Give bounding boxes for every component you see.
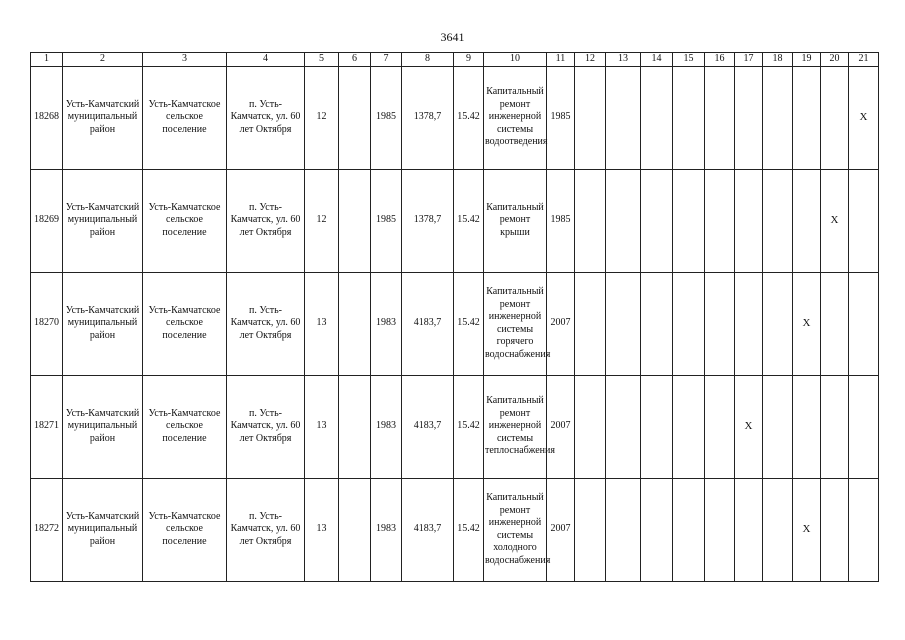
repair-year-cell: 2007 bbox=[547, 478, 575, 581]
address-cell: п. Усть-Камчатск, ул. 60 лет Октября bbox=[227, 478, 305, 581]
cell-9: 15.42 bbox=[454, 66, 484, 169]
column-number: 5 bbox=[305, 53, 339, 67]
mark-cell-19 bbox=[793, 169, 821, 272]
repair-year-cell: 1985 bbox=[547, 169, 575, 272]
mark-cell-12 bbox=[575, 375, 606, 478]
mark-cell-15 bbox=[673, 66, 705, 169]
cell-6 bbox=[339, 375, 371, 478]
column-number: 14 bbox=[641, 53, 673, 67]
settlement-cell: Усть-Камчатское сельское поселение bbox=[143, 66, 227, 169]
mark-cell-18 bbox=[763, 169, 793, 272]
area-cell: 1378,7 bbox=[402, 66, 454, 169]
mark-cell-12 bbox=[575, 169, 606, 272]
cell-9: 15.42 bbox=[454, 272, 484, 375]
table-row bbox=[31, 169, 879, 272]
column-number: 13 bbox=[606, 53, 641, 67]
district-cell: Усть-Камчатский муниципальный район bbox=[63, 169, 143, 272]
mark-cell-19 bbox=[793, 375, 821, 478]
column-number: 16 bbox=[705, 53, 735, 67]
table-row bbox=[31, 375, 879, 478]
mark-cell-17 bbox=[735, 66, 763, 169]
mark-cell-16 bbox=[705, 375, 735, 478]
district-cell: Усть-Камчатский муниципальный район bbox=[63, 66, 143, 169]
column-number: 19 bbox=[793, 53, 821, 67]
column-number: 1 bbox=[31, 53, 63, 67]
mark-cell-19: X bbox=[793, 478, 821, 581]
mark-cell-14 bbox=[641, 375, 673, 478]
area-cell: 4183,7 bbox=[402, 272, 454, 375]
record-id: 18271 bbox=[31, 375, 63, 478]
mark-cell-15 bbox=[673, 169, 705, 272]
register-table bbox=[30, 52, 879, 582]
column-number: 17 bbox=[735, 53, 763, 67]
mark-cell-15 bbox=[673, 375, 705, 478]
mark-cell-19 bbox=[793, 66, 821, 169]
record-id: 18269 bbox=[31, 169, 63, 272]
mark-cell-14 bbox=[641, 272, 673, 375]
table-row bbox=[31, 66, 879, 169]
mark-cell-19: X bbox=[793, 272, 821, 375]
cell-6 bbox=[339, 169, 371, 272]
mark-cell-18 bbox=[763, 272, 793, 375]
record-id: 18268 bbox=[31, 66, 63, 169]
mark-cell-18 bbox=[763, 66, 793, 169]
work-type-cell: Капитальный ремонт инженерной системы горячего водоснабжения bbox=[484, 272, 547, 375]
repair-year-cell: 2007 bbox=[547, 272, 575, 375]
build-year-cell: 1983 bbox=[371, 478, 402, 581]
house-number-cell: 13 bbox=[305, 375, 339, 478]
column-number: 12 bbox=[575, 53, 606, 67]
house-number-cell: 13 bbox=[305, 478, 339, 581]
settlement-cell: Усть-Камчатское сельское поселение bbox=[143, 375, 227, 478]
mark-cell-17 bbox=[735, 478, 763, 581]
mark-cell-16 bbox=[705, 272, 735, 375]
column-number: 6 bbox=[339, 53, 371, 67]
area-cell: 1378,7 bbox=[402, 169, 454, 272]
page-number: 3641 bbox=[440, 30, 465, 44]
mark-cell-20 bbox=[821, 375, 849, 478]
mark-cell-16 bbox=[705, 66, 735, 169]
mark-cell-15 bbox=[673, 272, 705, 375]
mark-cell-20 bbox=[821, 66, 849, 169]
column-number: 8 bbox=[402, 53, 454, 67]
settlement-cell: Усть-Камчатское сельское поселение bbox=[143, 169, 227, 272]
district-cell: Усть-Камчатский муниципальный район bbox=[63, 272, 143, 375]
mark-cell-15 bbox=[673, 478, 705, 581]
house-number-cell: 12 bbox=[305, 66, 339, 169]
column-number: 7 bbox=[371, 53, 402, 67]
table-row bbox=[31, 478, 879, 581]
column-number: 21 bbox=[849, 53, 879, 67]
mark-cell-12 bbox=[575, 478, 606, 581]
house-number-cell: 13 bbox=[305, 272, 339, 375]
work-type-cell: Капитальный ремонт крыши bbox=[484, 169, 547, 272]
mark-cell-13 bbox=[606, 478, 641, 581]
mark-cell-21 bbox=[849, 375, 879, 478]
build-year-cell: 1983 bbox=[371, 272, 402, 375]
column-number: 2 bbox=[63, 53, 143, 67]
column-number: 10 bbox=[484, 53, 547, 67]
mark-cell-20 bbox=[821, 478, 849, 581]
area-cell: 4183,7 bbox=[402, 478, 454, 581]
mark-cell-13 bbox=[606, 272, 641, 375]
record-id: 18270 bbox=[31, 272, 63, 375]
cell-6 bbox=[339, 478, 371, 581]
mark-cell-17 bbox=[735, 169, 763, 272]
cell-9: 15.42 bbox=[454, 478, 484, 581]
build-year-cell: 1985 bbox=[371, 169, 402, 272]
record-id: 18272 bbox=[31, 478, 63, 581]
mark-cell-21 bbox=[849, 272, 879, 375]
district-cell: Усть-Камчатский муниципальный район bbox=[63, 478, 143, 581]
address-cell: п. Усть-Камчатск, ул. 60 лет Октября bbox=[227, 169, 305, 272]
column-number: 20 bbox=[821, 53, 849, 67]
mark-cell-13 bbox=[606, 169, 641, 272]
repair-year-cell: 1985 bbox=[547, 66, 575, 169]
settlement-cell: Усть-Камчатское сельское поселение bbox=[143, 272, 227, 375]
mark-cell-17 bbox=[735, 272, 763, 375]
table-row bbox=[31, 272, 879, 375]
address-cell: п. Усть-Камчатск, ул. 60 лет Октября bbox=[227, 66, 305, 169]
address-cell: п. Усть-Камчатск, ул. 60 лет Октября bbox=[227, 272, 305, 375]
mark-cell-20 bbox=[821, 272, 849, 375]
column-number: 18 bbox=[763, 53, 793, 67]
mark-cell-12 bbox=[575, 272, 606, 375]
mark-cell-17: X bbox=[735, 375, 763, 478]
settlement-cell: Усть-Камчатское сельское поселение bbox=[143, 478, 227, 581]
cell-6 bbox=[339, 66, 371, 169]
area-cell: 4183,7 bbox=[402, 375, 454, 478]
mark-cell-21 bbox=[849, 169, 879, 272]
build-year-cell: 1985 bbox=[371, 66, 402, 169]
repair-year-cell: 2007 bbox=[547, 375, 575, 478]
mark-cell-12 bbox=[575, 66, 606, 169]
column-number: 9 bbox=[454, 53, 484, 67]
column-number: 11 bbox=[547, 53, 575, 67]
mark-cell-18 bbox=[763, 478, 793, 581]
mark-cell-21 bbox=[849, 478, 879, 581]
cell-9: 15.42 bbox=[454, 375, 484, 478]
mark-cell-16 bbox=[705, 169, 735, 272]
house-number-cell: 12 bbox=[305, 169, 339, 272]
mark-cell-14 bbox=[641, 478, 673, 581]
column-number: 15 bbox=[673, 53, 705, 67]
mark-cell-20: X bbox=[821, 169, 849, 272]
build-year-cell: 1983 bbox=[371, 375, 402, 478]
mark-cell-13 bbox=[606, 66, 641, 169]
column-number: 4 bbox=[227, 53, 305, 67]
work-type-cell: Капитальный ремонт инженерной системы холодного водоснабжения bbox=[484, 478, 547, 581]
column-number-row bbox=[31, 53, 879, 67]
mark-cell-18 bbox=[763, 375, 793, 478]
work-type-cell: Капитальный ремонт инженерной системы теплоснабжения bbox=[484, 375, 547, 478]
mark-cell-14 bbox=[641, 66, 673, 169]
cell-6 bbox=[339, 272, 371, 375]
work-type-cell: Капитальный ремонт инженерной системы водоотведения bbox=[484, 66, 547, 169]
mark-cell-16 bbox=[705, 478, 735, 581]
mark-cell-13 bbox=[606, 375, 641, 478]
district-cell: Усть-Камчатский муниципальный район bbox=[63, 375, 143, 478]
mark-cell-14 bbox=[641, 169, 673, 272]
mark-cell-21: X bbox=[849, 66, 879, 169]
cell-9: 15.42 bbox=[454, 169, 484, 272]
address-cell: п. Усть-Камчатск, ул. 60 лет Октября bbox=[227, 375, 305, 478]
column-number: 3 bbox=[143, 53, 227, 67]
